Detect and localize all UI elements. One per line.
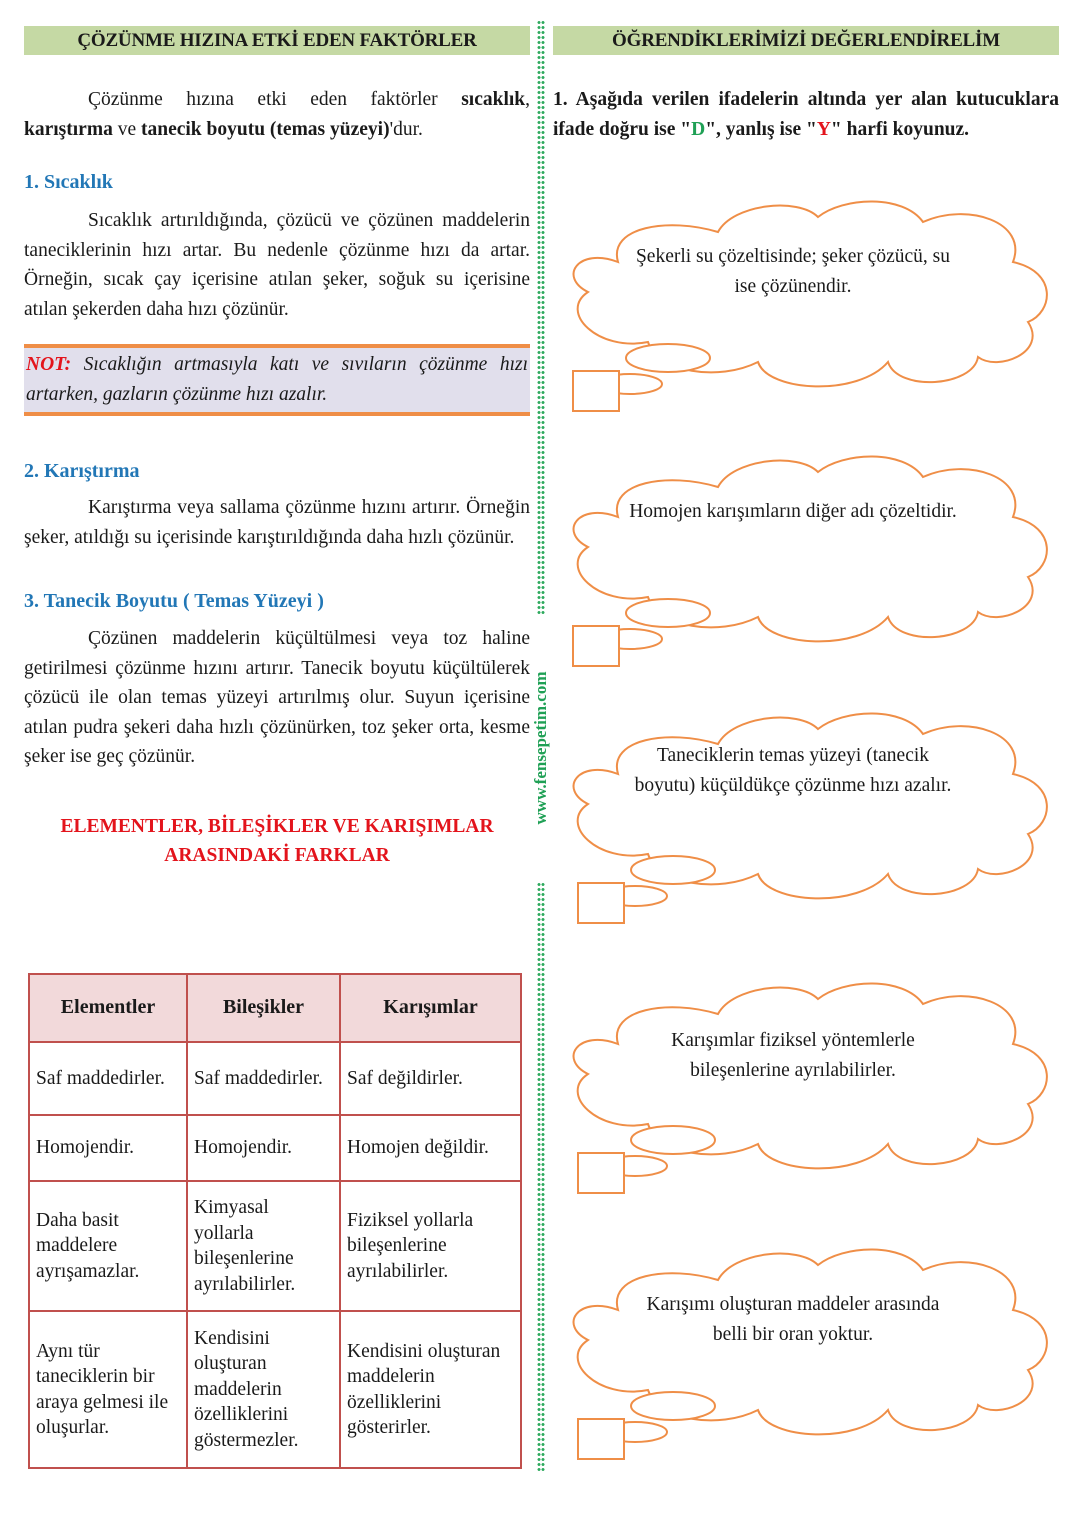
table-cell: Kimyasal yollarla bileşenlerine ayrılabilirler.: [187, 1181, 340, 1311]
comparison-title: [24, 812, 530, 870]
note-box: [24, 344, 530, 416]
right-column: [553, 26, 1059, 144]
intro-text: Çözünme hızına etki eden faktörler: [88, 89, 462, 110]
intro-bold-particle-size: tanecik boyutu (temas yüzeyi): [140, 118, 390, 140]
section-header-evaluation: ÖĞRENDİKLERİMİZİ DEĞERLENDİRELİM: [553, 26, 1059, 55]
statement-text: Karışımlar fiziksel yöntemlerle bileşenlerine ayrılabilirler.: [671, 1030, 915, 1081]
answer-box-1[interactable]: [572, 370, 620, 412]
true-letter: D: [691, 118, 706, 140]
watermark-url: www.fensepetim.com: [531, 671, 550, 825]
table-cell: Kendisini oluşturan maddelerin özelliklerini gösterirler.: [340, 1311, 521, 1468]
statement-cloud-5: [558, 1240, 1058, 1470]
statement-text: Homojen karışımların diğer adı çözeltidir.: [629, 501, 957, 522]
thought-cloud-icon: [558, 974, 1058, 1204]
section-header-dissolution-factors: ÇÖZÜNME HIZINA ETKİ EDEN FAKTÖRLER: [24, 26, 530, 55]
table-row: [29, 1181, 521, 1311]
table-cell: Fiziksel yollarla bileşenlerine ayrılabilirler.: [340, 1181, 521, 1311]
subtitle-particle-size: 3. Tanecik Boyutu ( Temas Yüzeyi ): [24, 590, 324, 612]
header-elements: Elementler: [29, 974, 187, 1042]
intro-text: ,: [525, 89, 530, 110]
intro-bold-temperature: sıcaklık: [461, 89, 526, 110]
statement-text: Karışımı oluşturan maddeler arasında belli bir oran yoktur.: [646, 1294, 940, 1345]
statement-cloud-3: [558, 704, 1058, 934]
statement-text: Taneciklerin temas yüzeyi (tanecik boyutu) küçüldükçe çözünme hızı azalır.: [634, 745, 952, 796]
thought-cloud-icon: [558, 704, 1058, 934]
table-cell: Daha basit maddelere ayrışamazlar.: [29, 1181, 187, 1311]
table-row: [29, 1311, 521, 1468]
stirring-paragraph: Karıştırma veya sallama çözünme hızını artırır. Örneğin şeker, atıldığı su içerisinde karıştırıldığında daha hızlı çözünür.: [24, 497, 530, 548]
table-cell: Homojendir.: [187, 1115, 340, 1181]
thought-cloud-icon: [558, 1240, 1058, 1470]
intro-text: ve: [112, 118, 141, 140]
intro-text: 'dur.: [389, 118, 423, 140]
table-cell: Aynı tür taneciklerin bir araya gelmesi ile oluşurlar.: [29, 1311, 187, 1468]
comparison-title-line2: ARASINDAKİ FARKLAR: [164, 844, 390, 866]
table-row: [29, 1042, 521, 1115]
answer-box-4[interactable]: [577, 1152, 625, 1194]
intro-paragraph: [24, 85, 530, 144]
statement-cloud-4: [558, 974, 1058, 1204]
question-text: ", yanlış ise ": [705, 118, 817, 140]
table-cell: Homojen değildir.: [340, 1115, 521, 1181]
note-text: Sıcaklığın artmasıyla katı ve sıvıların çözünme hızı artarken, gazların çözünme hızı azalır.: [26, 354, 528, 405]
statement-text: Şekerli su çözeltisinde; şeker çözücü, su ise çözünendir.: [635, 246, 951, 297]
statement-cloud-1: [558, 192, 1058, 422]
table-cell: Saf maddedirler.: [187, 1042, 340, 1115]
subtitle-temperature: 1. Sıcaklık: [24, 171, 113, 193]
thought-cloud-icon: [558, 192, 1058, 422]
table-cell: Homojendir.: [29, 1115, 187, 1181]
answer-box-2[interactable]: [572, 625, 620, 667]
table-cell: Saf maddedirler.: [29, 1042, 187, 1115]
question-text: 1. Aşağıda verilen ifadelerin altında yer alan kutucuklara ifade doğru ise ": [553, 89, 1059, 140]
header-compounds: Bileşikler: [187, 974, 340, 1042]
answer-box-5[interactable]: [577, 1418, 625, 1460]
table-cell: Saf değildirler.: [340, 1042, 521, 1115]
column-divider-bottom: [537, 882, 545, 1472]
statement-cloud-2: [558, 447, 1058, 677]
answer-box-3[interactable]: [577, 882, 625, 924]
table-header-row: [29, 974, 521, 1042]
intro-bold-stirring: karıştırma: [24, 118, 113, 140]
question-instruction: [553, 85, 1059, 144]
comparison-title-line1: ELEMENTLER, BİLEŞİKLER VE KARIŞIMLAR: [60, 815, 494, 837]
column-divider-top: [537, 20, 545, 616]
table-cell: Kendisini oluşturan maddelerin özelliklerini göstermezler.: [187, 1311, 340, 1468]
note-label: NOT:: [26, 354, 72, 375]
table-row: [29, 1115, 521, 1181]
thought-cloud-icon: [558, 447, 1058, 677]
particle-size-paragraph: Çözünen maddelerin küçültülmesi veya toz haline getirilmesi çözünme hızını artırır. Tanecik boyutu küçültülerek çözücü ile olan temas yüzeyi artırılmış olur. Suyun içerisine atılan pudra şekeri daha hızlı çözünürken, toz şeker orta, kesme şeker ise geç çözünür.: [24, 628, 530, 767]
temperature-paragraph: Sıcaklık artırıldığında, çözücü ve çözünen maddelerin taneciklerinin hızı artar. Bu nedenle çözünme hızı da artar. Örneğin, sıcak çay içerisine atılan şeker, soğuk su içerisine atılan şekerden daha hızı çözünür.: [24, 210, 530, 320]
comparison-table: [28, 973, 522, 1469]
false-letter: Y: [816, 118, 831, 140]
question-text: " harfi koyunuz.: [830, 118, 970, 140]
header-mixtures: Karışımlar: [340, 974, 521, 1042]
subtitle-stirring: 2. Karıştırma: [24, 460, 140, 482]
left-column: [24, 26, 530, 870]
